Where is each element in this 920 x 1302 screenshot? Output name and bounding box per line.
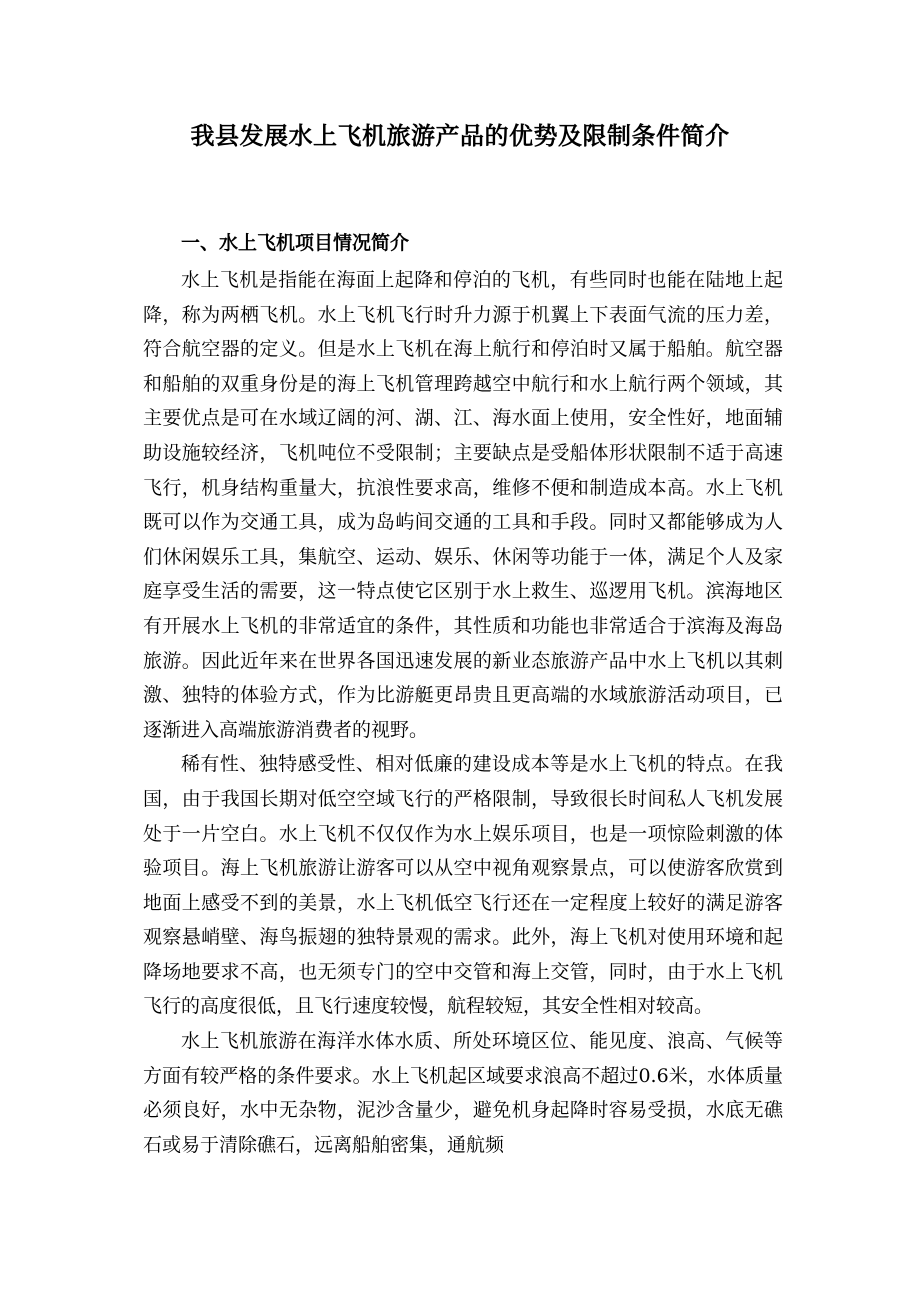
section-heading: 一、水上飞机项目情况简介 xyxy=(181,232,410,254)
paragraph-requirements: 水上飞机旅游在海洋水体水质、所处环境区位、能见度、浪高、气候等方面有较严格的条件要求。水上飞机起区域要求浪高不超过0.6米，水体质量必须良好，水中无杂物，泥沙含量少，避免机身起降时容易受损，水底无礁石或易于清除礁石，远离船舶密集，通航频 xyxy=(143,1030,783,1156)
document-title: 我县发展水上飞机旅游产品的优势及限制条件简介 xyxy=(190,121,730,150)
document-body xyxy=(143,223,783,1162)
paragraph-features: 稀有性、独特感受性、相对低廉的建设成本等是水上飞机的特点。在我国，由于我国长期对低空空域飞行的严格限制，导致很长时间私人飞机发展处于一片空白。水上飞机不仅仅作为水上娱乐项目，也是一项惊险刺激的体验项目。海上飞机旅游让游客可以从空中视角观察景点，可以使游客欣赏到地面上感受不到的美景，水上飞机低空飞行还在一定程度上较好的满足游客观察悬峭壁、海鸟振翅的独特景观的需求。此外，海上飞机对使用环境和起降场地要求不高，也无须专门的空中交管和海上交管，同时，由于水上飞机飞行的高度很低，且飞行速度较慢，航程较短，其安全性相对较高。 xyxy=(143,753,783,1018)
paragraph-overview: 水上飞机是指能在海面上起降和停泊的飞机，有些同时也能在陆地上起降，称为两栖飞机。水上飞机飞行时升力源于机翼上下表面气流的压力差，符合航空器的定义。但是水上飞机在海上航行和停泊时又属于船舶。航空器和船舶的双重身份是的海上飞机管理跨越空中航行和水上航行两个领域，其主要优点是可在水域辽阔的河、湖、江、海水面上使用，安全性好，地面辅助设施较经济，飞机吨位不受限制；主要缺点是受船体形状限制不适于高速飞行，机身结构重量大，抗浪性要求高，维修不便和制造成本高。水上飞机既可以作为交通工具，成为岛屿间交通的工具和手段。同时又都能够成为人们休闲娱乐工具，集航空、运动、娱乐、休闲等功能于一体，满足个人及家庭享受生活的需要，这一特点使它区别于水上救生、巡逻用飞机。滨海地区有开展水上飞机的非常适宜的条件，其性质和功能也非常适合于滨海及海岛旅游。因此近年来在世界各国迅速发展的新业态旅游产品中水上飞机以其刺激、独特的体验方式，作为比游艇更昂贵且更高端的水域旅游活动项目，已逐渐进入高端旅游消费者的视野。 xyxy=(143,269,783,741)
